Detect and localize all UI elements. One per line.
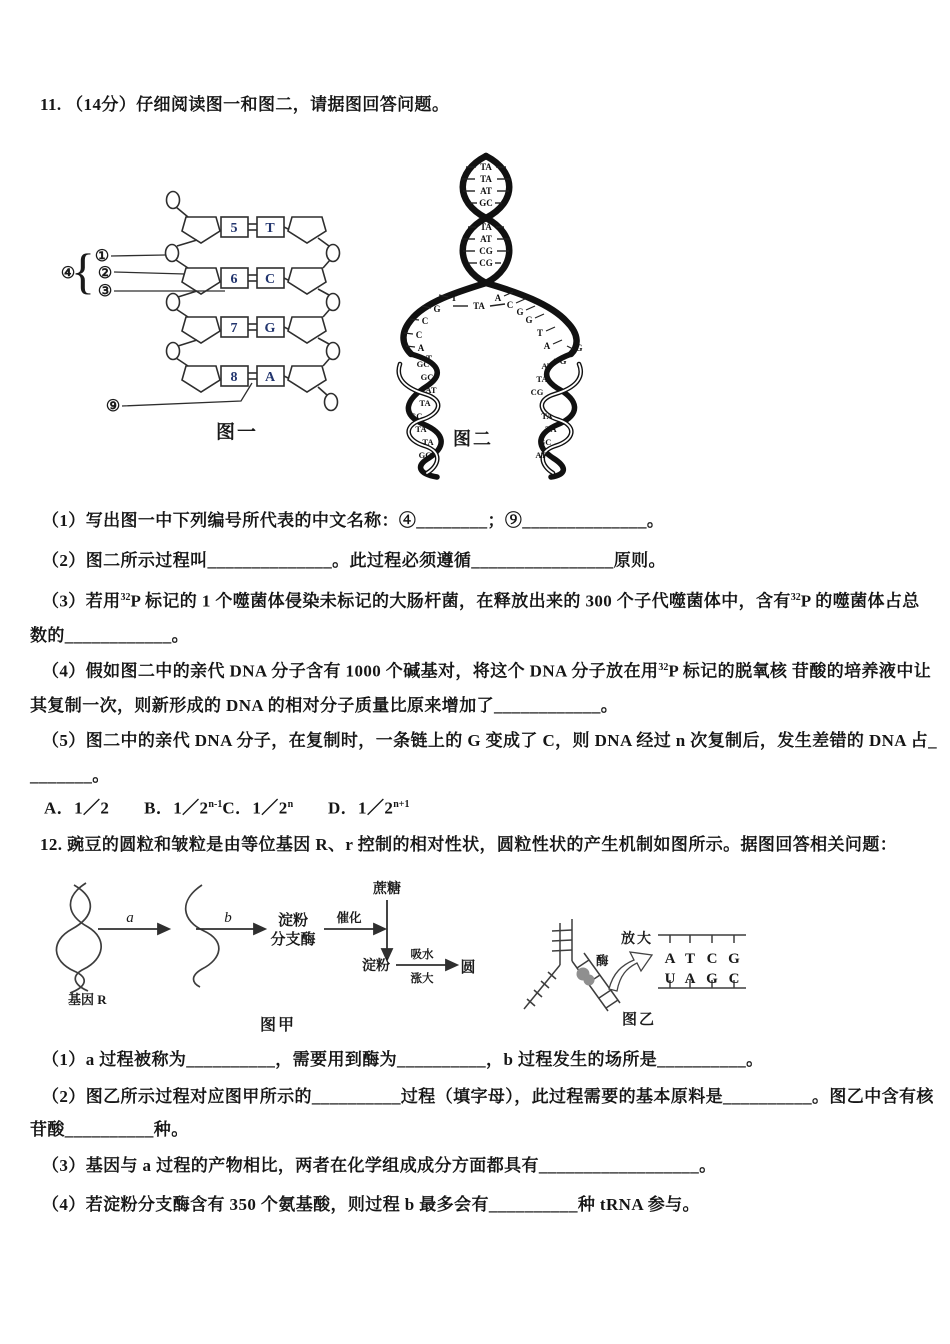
svg-text:G: G bbox=[575, 343, 583, 353]
svg-text:T: T bbox=[450, 293, 458, 303]
phosphate-circle bbox=[166, 245, 179, 262]
magnify-arrow-icon bbox=[609, 952, 652, 991]
rna-polymerase-blob bbox=[577, 968, 595, 986]
svg-text:TA: TA bbox=[415, 424, 427, 434]
magnify-label: 放大 bbox=[621, 932, 653, 947]
svg-text:TA: TA bbox=[480, 222, 492, 232]
figure-yi-caption: 图乙 bbox=[621, 1012, 657, 1028]
q11-sub5-line2: _______。 bbox=[30, 766, 110, 785]
deoxyribose-pentagon bbox=[182, 268, 220, 294]
svg-text:TA: TA bbox=[541, 411, 553, 421]
svg-text:GC: GC bbox=[409, 411, 423, 421]
q11-sub1: （1）写出图一中下列编号所代表的中文名称：④________；⑨______________。 bbox=[42, 511, 665, 530]
flow-labels bbox=[68, 880, 476, 1034]
svg-text:C: C bbox=[706, 951, 718, 967]
phosphate-circle bbox=[167, 343, 180, 360]
phosphate-circle bbox=[325, 394, 338, 411]
mark-3: ③ bbox=[97, 283, 113, 300]
phosphate-circle bbox=[327, 294, 340, 311]
q12-header: 12. 豌豆的圆粒和皱粒是由等位基因 R、r 控制的相对性状，圆粒性状的产生机制如图所示。据图回答相关问题： bbox=[40, 835, 898, 854]
svg-text:TA: TA bbox=[419, 398, 431, 408]
svg-text:A: A bbox=[543, 341, 551, 351]
q11-header: 11. （14分）仔细阅读图一和图二，请据图回答问题。 bbox=[40, 95, 450, 114]
base-number: 6 bbox=[230, 272, 238, 287]
enzyme-label: 酶 bbox=[596, 954, 609, 968]
q11-sub5-line1: （5）图二中的亲代 DNA 分子，在复制时，一条链上的 G 变成了 C，则 DNA 经过 n 次复制后，发生差错的 DNA 占_ bbox=[42, 731, 937, 750]
svg-text:GC: GC bbox=[420, 372, 434, 382]
phosphate-circle bbox=[327, 245, 340, 262]
base-number: 8 bbox=[230, 370, 238, 385]
svg-text:A: A bbox=[417, 343, 425, 353]
svg-text:AT: AT bbox=[480, 186, 492, 196]
svg-text:AT: AT bbox=[535, 450, 547, 460]
dna-backbone bbox=[166, 192, 340, 411]
figure-yi-transcription bbox=[510, 873, 930, 1033]
base-letter: C bbox=[264, 272, 276, 287]
gene-strand bbox=[56, 885, 90, 993]
deoxyribose-pentagon bbox=[182, 366, 220, 392]
gene-strand bbox=[70, 883, 101, 991]
phosphate-circle bbox=[327, 343, 340, 360]
base-labels bbox=[231, 221, 276, 385]
q11-options: A．1／2 B．1／2$^{n-1}$C．1／2$^n$ D．$1/2^{n+1}$ bbox=[44, 798, 410, 818]
brace: { bbox=[71, 243, 95, 299]
svg-text:GC: GC bbox=[416, 359, 430, 369]
mark-4: ④ bbox=[60, 265, 76, 282]
svg-text:CG: CG bbox=[479, 246, 493, 256]
svg-text:TA: TA bbox=[536, 374, 548, 384]
process-b-label: b bbox=[224, 910, 232, 926]
sucrose-label: 蔗糖 bbox=[373, 882, 401, 897]
q12-sub4: （4）若淀粉分支酶含有 350 个氨基酸，则过程 b 最多会有__________种 tRNA 参与。 bbox=[42, 1195, 700, 1214]
svg-text:CG: CG bbox=[530, 387, 544, 397]
svg-text:G: G bbox=[706, 971, 718, 987]
svg-text:A: A bbox=[494, 293, 502, 303]
svg-text:A: A bbox=[664, 951, 676, 967]
hydrogen-bonds bbox=[248, 224, 257, 379]
figure-jia-gene-expression-flow bbox=[40, 873, 510, 1038]
q12-sub2-line1: （2）图乙所示过程对应图甲所示的__________过程（填字母），此过程需要的基本原料是__________。图乙中含有核 bbox=[42, 1087, 934, 1106]
phosphate-circle bbox=[167, 294, 180, 311]
svg-text:AT: AT bbox=[541, 361, 553, 371]
base-letter: T bbox=[265, 221, 275, 236]
mark-2: ② bbox=[97, 265, 113, 282]
mark-9: ⑨ bbox=[105, 398, 121, 415]
enzyme-name-line1: 淀粉 bbox=[277, 913, 309, 929]
svg-text:AT: AT bbox=[425, 385, 437, 395]
base-letter: G bbox=[264, 321, 276, 336]
q12-sub2-line2: 苷酸__________种。 bbox=[30, 1120, 189, 1139]
base-letter: A bbox=[264, 370, 276, 385]
svg-text:A: A bbox=[684, 971, 696, 987]
svg-text:TA: TA bbox=[480, 162, 492, 172]
q11-sub4-line2: 其复制一次，则新形成的 DNA 的相对分子质量比原来增加了____________。 bbox=[30, 696, 619, 715]
q11-sub3-line1: （3）若用$^{32}$P 标记的 1 个噬菌体侵染未标记的大肠杆菌，在释放出来的 300 个子代噬菌体中，含有$^{32}$P 的噬菌体占总 bbox=[42, 591, 920, 611]
figure-jia-caption: 图甲 bbox=[259, 1017, 297, 1034]
rna-strand bbox=[186, 885, 219, 987]
deoxyribose-pentagon bbox=[182, 317, 220, 343]
mark-1: ① bbox=[94, 248, 110, 265]
callout-marks bbox=[61, 243, 120, 415]
svg-text:C: C bbox=[415, 330, 423, 340]
q11-sub3-line2: 数的____________。 bbox=[30, 626, 189, 645]
q11-sub4-line1: （4）假如图二中的亲代 DNA 分子含有 1000 个碱基对，将这个 DNA 分子放在用$^{32}$P 标记的脱氧核 苷酸的培养液中让 bbox=[42, 661, 932, 681]
base-number: 5 bbox=[230, 221, 238, 236]
svg-text:G: G bbox=[728, 951, 740, 967]
enzyme-name-line2: 分支酶 bbox=[270, 932, 316, 948]
svg-text:G: G bbox=[525, 315, 533, 325]
bubble-base-labels bbox=[416, 293, 583, 366]
svg-text:TA: TA bbox=[473, 301, 485, 311]
gene-r-label: 基因 R bbox=[68, 992, 107, 1007]
figure2-caption: 图二 bbox=[453, 429, 493, 449]
svg-text:C: C bbox=[421, 316, 429, 326]
svg-text:AT: AT bbox=[480, 234, 492, 244]
phosphate-circle bbox=[167, 192, 180, 209]
swell-label: 涨大 bbox=[410, 973, 434, 985]
svg-text:G: G bbox=[559, 356, 567, 366]
q12-sub3: （3）基因与 a 过程的产物相比，两者在化学组成成分方面都具有__________________。 bbox=[42, 1156, 717, 1175]
figure2-dna-replication bbox=[395, 148, 640, 480]
svg-text:T: T bbox=[425, 354, 433, 364]
svg-text:GC: GC bbox=[538, 437, 552, 447]
svg-text:GC: GC bbox=[479, 198, 493, 208]
figure1-dna-plane-structure bbox=[55, 150, 375, 450]
absorb-water-label: 吸水 bbox=[410, 949, 434, 961]
svg-text:TA: TA bbox=[545, 424, 557, 434]
svg-text:G: G bbox=[516, 307, 524, 317]
svg-text:C: C bbox=[506, 300, 514, 310]
svg-text:TA: TA bbox=[422, 437, 434, 447]
starch-label: 淀粉 bbox=[362, 959, 390, 974]
gene-squiggles bbox=[56, 883, 218, 993]
svg-text:TA: TA bbox=[480, 174, 492, 184]
svg-text:CG: CG bbox=[479, 258, 493, 268]
svg-text:U: U bbox=[664, 971, 676, 987]
left-pair-labels bbox=[410, 359, 437, 460]
q12-sub1: （1）a 过程被称为__________，需要用到酶为__________，b 过程发生的场所是__________。 bbox=[42, 1050, 764, 1069]
figure1-caption: 图一 bbox=[215, 422, 259, 443]
svg-text:T: T bbox=[536, 328, 544, 338]
catalyze-label: 催化 bbox=[336, 911, 362, 925]
svg-text:GC: GC bbox=[418, 450, 432, 460]
base-number: 7 bbox=[230, 321, 238, 336]
rna-base-row bbox=[665, 971, 740, 987]
process-a-label: a bbox=[126, 910, 134, 926]
svg-text:C: C bbox=[728, 971, 740, 987]
svg-text:T: T bbox=[684, 951, 696, 967]
deoxyribose-pentagon bbox=[182, 217, 220, 243]
round-label: 圆 bbox=[460, 960, 476, 976]
svg-text:G: G bbox=[433, 304, 441, 314]
q11-sub2: （2）图二所示过程叫______________。此过程必须遵循________________原则。 bbox=[42, 551, 666, 570]
dna-base-row bbox=[665, 951, 741, 967]
